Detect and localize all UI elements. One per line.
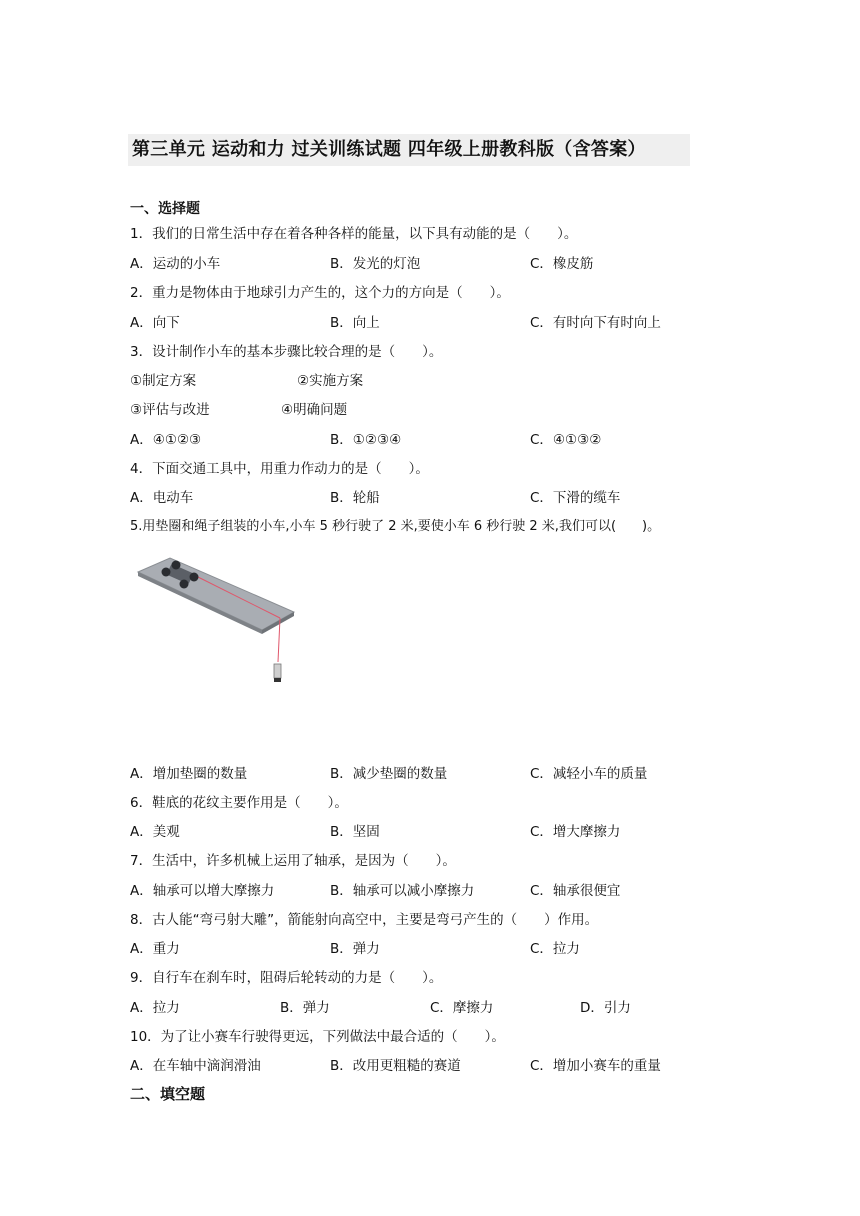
question-6: 6．鞋底的花纹主要作用是（ ）。 (130, 795, 348, 811)
q5-option-a: A．增加垫圈的数量 (130, 766, 248, 782)
question-2: 2．重力是物体由于地球引力产生的，这个力的方向是（ ）。 (130, 285, 510, 301)
q5-option-c: C．减轻小车的质量 (530, 766, 648, 782)
q5-option-b: B．减少垫圈的数量 (330, 766, 448, 782)
q9-option-c: C．摩擦力 (430, 1000, 494, 1016)
q9-option-d: D．引力 (580, 1000, 631, 1016)
section-heading-choice: 一、选择题 (130, 201, 200, 217)
document-title: 第三单元 运动和力 过关训练试题 四年级上册教科版（含答案） (128, 134, 690, 166)
q3-step-3: ③评估与改进 (130, 402, 210, 418)
question-10: 10．为了让小赛车行驶得更远，下列做法中最合适的（ ）。 (130, 1029, 505, 1045)
q9-option-a: A．拉力 (130, 1000, 180, 1016)
q8-option-c: C．拉力 (530, 941, 580, 957)
q3-step-4: ④明确问题 (281, 402, 348, 418)
q10-option-a: A．在车轴中滴润滑油 (130, 1058, 261, 1074)
question-9: 9．自行车在刹车时，阻碍后轮转动的力是（ ）。 (130, 970, 443, 986)
q3-option-b: B．①②③④ (330, 432, 402, 448)
q2-option-a: A．向下 (130, 315, 180, 331)
q6-option-a: A．美观 (130, 824, 180, 840)
q10-option-b: B．改用更粗糙的赛道 (330, 1058, 461, 1074)
question-1: 1．我们的日常生活中存在着各种各样的能量，以下具有动能的是（ ）。 (130, 226, 578, 242)
q2-option-b: B．向上 (330, 315, 380, 331)
q7-option-c: C．轴承很便宜 (530, 883, 621, 899)
q6-option-b: B．坚固 (330, 824, 380, 840)
hanging-washers-icon (274, 664, 281, 682)
q8-option-b: B．弹力 (330, 941, 380, 957)
q2-option-c: C．有时向下有时向上 (530, 315, 661, 331)
q3-step-1: ①制定方案 (130, 373, 197, 389)
q1-option-b: B．发光的灯泡 (330, 256, 421, 272)
q6-option-c: C．增大摩擦力 (530, 824, 621, 840)
q8-option-a: A．重力 (130, 941, 180, 957)
q1-option-a: A．运动的小车 (130, 256, 221, 272)
question-3: 3．设计制作小车的基本步骤比较合理的是（ ）。 (130, 344, 443, 360)
q4-option-b: B．轮船 (330, 490, 380, 506)
q3-step-2: ②实施方案 (297, 373, 364, 389)
q4-option-c: C．下滑的缆车 (530, 490, 621, 506)
question-8: 8．古人能“弯弓射大雕”，箭能射向高空中，主要是弯弓产生的（ ）作用。 (130, 912, 599, 928)
toy-car-ramp-figure (130, 552, 300, 692)
q3-option-a: A．④①②③ (130, 432, 202, 448)
section-heading-fill: 二、填空题 (130, 1085, 206, 1103)
q1-option-c: C．橡皮筋 (530, 256, 594, 272)
q10-option-c: C．增加小赛车的重量 (530, 1058, 661, 1074)
q7-option-b: B．轴承可以减小摩擦力 (330, 883, 475, 899)
q3-option-c: C．④①③② (530, 432, 602, 448)
question-5: 5.用垫圈和绳子组装的小车,小车 5 秒行驶了 2 米,要使小车 6 秒行驶 2 米,我们可以( )。 (130, 519, 661, 534)
q9-option-b: B．弹力 (280, 1000, 330, 1016)
question-7: 7．生活中，许多机械上运用了轴承，是因为（ ）。 (130, 853, 456, 869)
q4-option-a: A．电动车 (130, 490, 194, 506)
q7-option-a: A．轴承可以增大摩擦力 (130, 883, 275, 899)
question-4: 4．下面交通工具中，用重力作动力的是（ ）。 (130, 461, 429, 477)
